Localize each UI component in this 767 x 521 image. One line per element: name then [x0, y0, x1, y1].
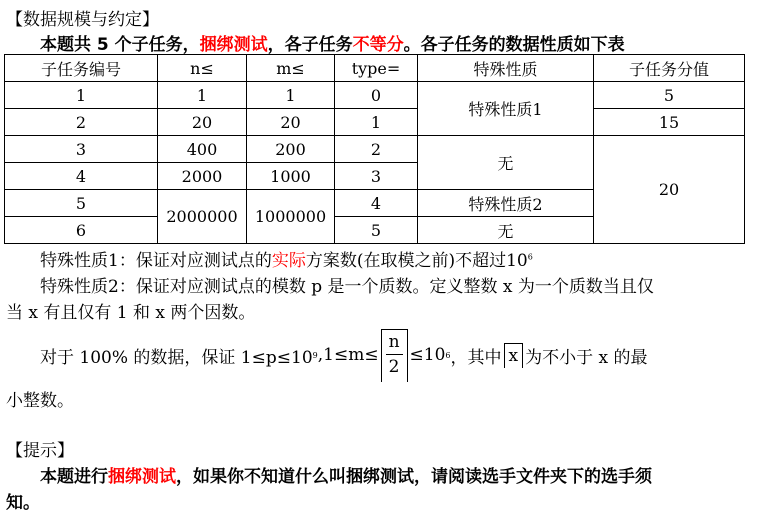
full-constraint-line	[40, 328, 648, 382]
fraction-numerator: n	[386, 330, 403, 355]
header-subtask-id: 子任务编号	[5, 55, 158, 82]
hint-bundle-test: 捆绑测试	[108, 467, 176, 487]
full-exp-9: 9	[312, 350, 318, 360]
cell-special-1: 特殊性质1	[418, 82, 594, 136]
cell-m-merged: 1000000	[247, 190, 335, 244]
full-post1: ，其中	[450, 347, 502, 368]
full-exp-6: 6	[445, 350, 451, 360]
special-property-2-line2: 当 x 有且仅有 1 和 x 两个因数。	[6, 303, 256, 323]
cell-n-merged: 2000000	[158, 190, 247, 244]
cell-m: 1	[247, 82, 335, 109]
cell-n: 1	[158, 82, 247, 109]
header-m: m≤	[247, 55, 335, 82]
header-special: 特殊性质	[418, 55, 594, 82]
cell-special-none: 无	[418, 217, 594, 244]
full-constraint-line2: 小整数。	[6, 391, 74, 411]
ceil-n-over-2	[381, 329, 408, 382]
table-row	[5, 82, 745, 109]
cell-id: 5	[5, 190, 158, 217]
intro-bundle-test: 捆绑测试	[199, 35, 268, 55]
cell-m: 200	[247, 136, 335, 163]
subtask-table	[4, 54, 745, 244]
cell-n: 400	[158, 136, 247, 163]
cell-type: 0	[335, 82, 418, 109]
intro-unequal: 不等分	[352, 35, 404, 55]
full-post2: 为不小于 x 的最	[525, 347, 648, 368]
cell-type: 4	[335, 190, 418, 217]
table-row	[5, 109, 745, 136]
hint-post: ，如果你不知道什么叫捆绑测试，请阅读选手文件夹下的选手须	[176, 467, 652, 487]
section-heading-constraints: 【数据规模与约定】	[6, 10, 159, 30]
cell-m: 1000	[247, 163, 335, 190]
intro-mid: ，各子任务	[267, 35, 353, 55]
cell-score-merged: 20	[594, 136, 745, 244]
full-after: ≤10	[409, 345, 446, 365]
fraction-n-over-2	[386, 330, 403, 379]
table-header-row	[5, 55, 745, 82]
cell-id: 1	[5, 82, 158, 109]
cell-score: 15	[594, 109, 745, 136]
prop1-post: 方案数(在取模之前)不超过10	[305, 251, 528, 271]
special-property-1-note	[40, 246, 533, 271]
fraction-denominator: 2	[388, 356, 400, 377]
intro-pre: 本题共 5 个子任务，	[40, 35, 200, 55]
prop1-exponent: 6	[527, 252, 533, 262]
cell-m: 20	[247, 109, 335, 136]
cell-type: 1	[335, 109, 418, 136]
cell-id: 3	[5, 136, 158, 163]
cell-n: 20	[158, 109, 247, 136]
cell-type: 5	[335, 217, 418, 244]
full-mid: ,1≤m≤	[317, 345, 379, 365]
hint-sentence-line2: 知。	[6, 493, 40, 513]
prop1-pre: 特殊性质1：保证对应测试点的	[40, 251, 272, 271]
cell-special-2: 特殊性质2	[418, 190, 594, 217]
full-pre: 对于 100% 的数据，保证 1≤p≤10	[40, 347, 313, 368]
cell-type: 3	[335, 163, 418, 190]
section-heading-hint: 【提示】	[6, 441, 74, 461]
ceil-x: x	[504, 343, 524, 368]
special-property-2-line1: 特殊性质2：保证对应测试点的模数 p 是一个质数。定义整数 x 为一个质数当且仅	[40, 277, 654, 297]
hint-sentence-line1	[40, 462, 652, 487]
cell-special-none: 无	[418, 136, 594, 190]
header-n: n≤	[158, 55, 247, 82]
hint-pre: 本题进行	[40, 467, 108, 487]
cell-id: 2	[5, 109, 158, 136]
intro-post: 。各子任务的数据性质如下表	[403, 35, 625, 55]
cell-id: 4	[5, 163, 158, 190]
cell-n: 2000	[158, 163, 247, 190]
cell-type: 2	[335, 136, 418, 163]
cell-score: 5	[594, 82, 745, 109]
table-row	[5, 136, 745, 163]
intro-sentence	[40, 30, 625, 55]
prop1-actual: 实际	[271, 251, 306, 271]
header-score: 子任务分值	[594, 55, 745, 82]
cell-id: 6	[5, 217, 158, 244]
header-type: type=	[335, 55, 418, 82]
